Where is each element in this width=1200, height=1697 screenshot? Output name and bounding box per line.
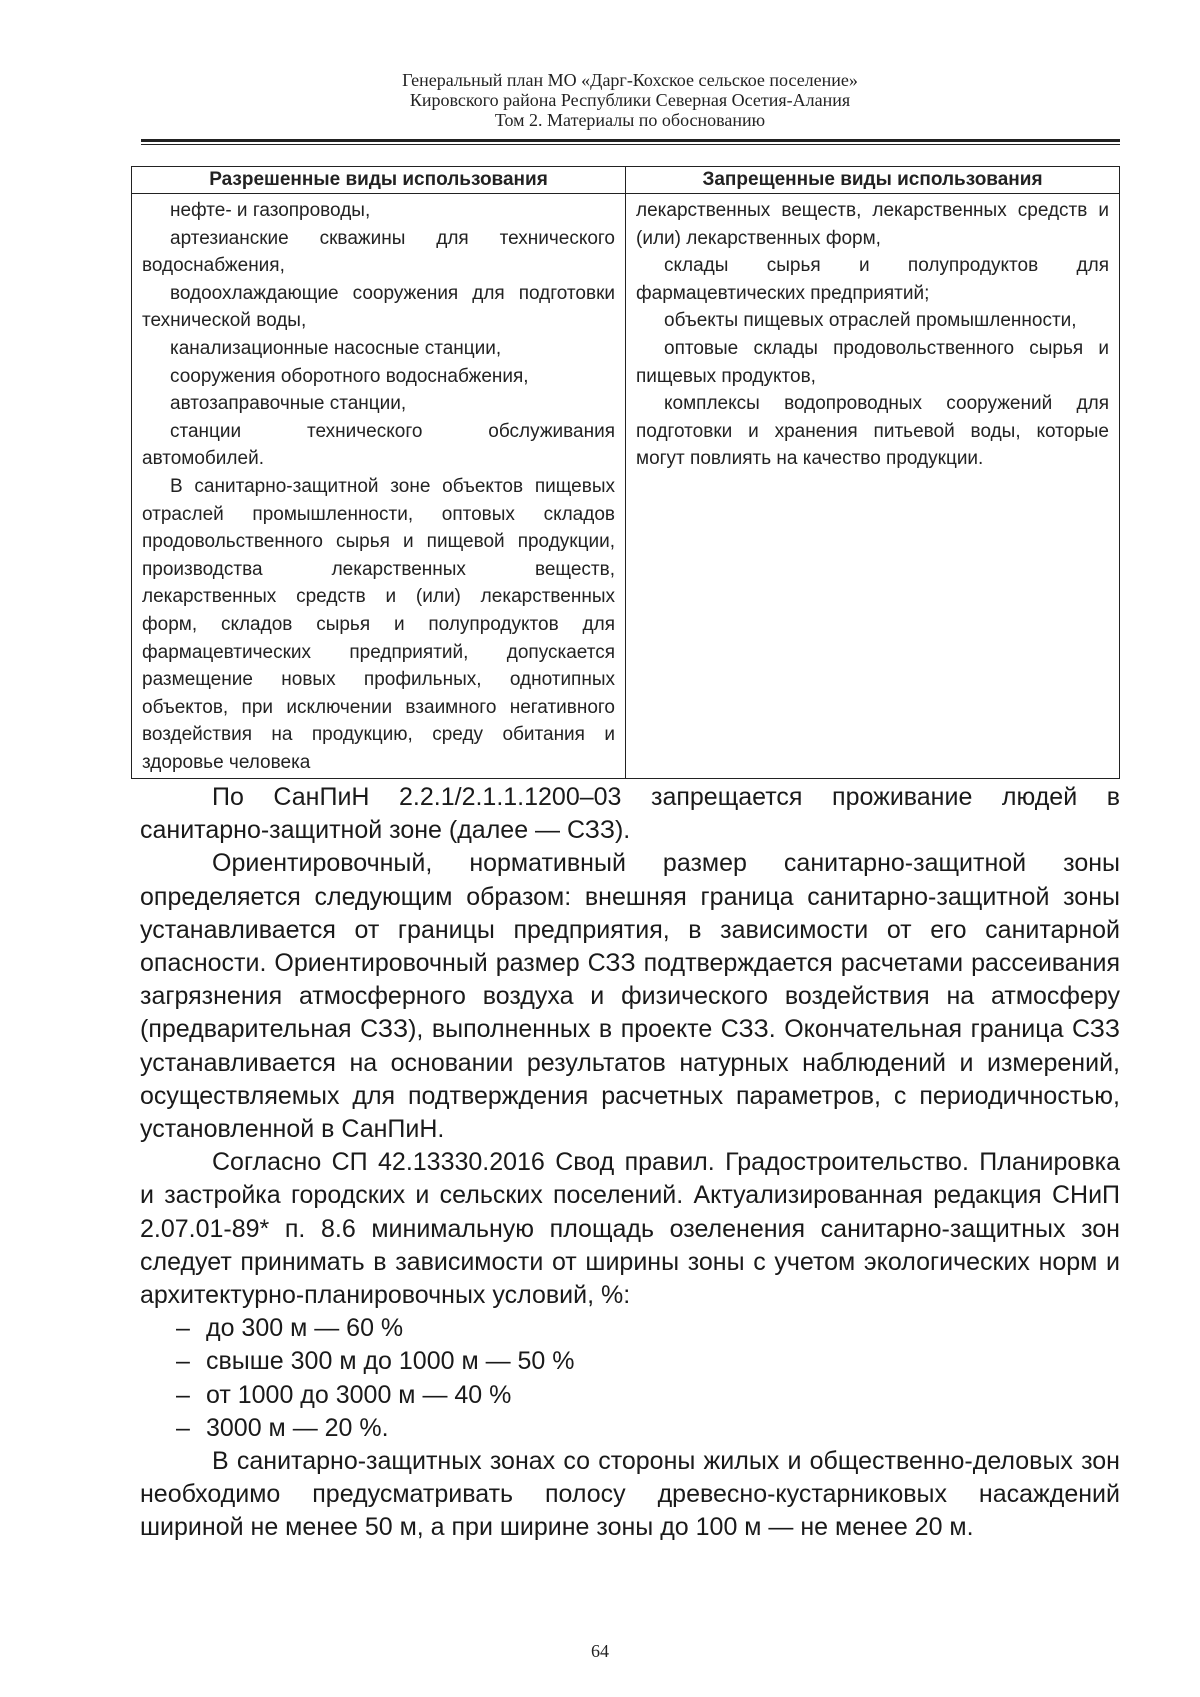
body-text (140, 781, 1120, 1545)
allowed-item: сооружения оборотного водоснабжения, (170, 365, 529, 387)
allowed-item: канализационные насосные станции, (170, 337, 502, 359)
list-item (140, 1379, 1120, 1412)
list-item (140, 1345, 1120, 1378)
allowed-item: автозаправочные станции, (170, 393, 407, 415)
allowed-item: станции технического обслуживания автомобилей. (142, 420, 615, 470)
allowed-item: нефте- и газопроводы, (170, 200, 371, 221)
list-dash: – (176, 1347, 190, 1376)
prohibited-item: лекарственных веществ, лекарственных средств и (или) лекарственных форм, (636, 200, 1109, 249)
allowed-item: артезианские скважины для технического водоснабжения, (142, 227, 615, 277)
list-item-text: до 300 м — 60 % (206, 1314, 404, 1343)
prohibited-item: склады сырья и полупродуктов для фармацевтических предприятий; (636, 255, 1109, 304)
document-header (140, 70, 1120, 130)
header-prohibited-uses: Запрещенные виды использования (626, 167, 1120, 194)
allowed-item: водоохлаждающие сооружения для подготовки технической воды, (142, 282, 615, 332)
greening-list (140, 1312, 1120, 1445)
allowed-uses-cell (132, 194, 626, 779)
paragraph-tree-belt: В санитарно-защитных зонах со стороны жилых и общественно-деловых зон необходимо предусматривать полосу древесно-кустарниковых насаждений шириной не менее 50 м, а при ширине зоны до 100 м — не менее 20 м. (140, 1447, 1120, 1542)
header-line-1: Генеральный план МО «Дарг-Кохское сельское поселение» (402, 70, 858, 90)
header-rule-thick (141, 139, 1120, 142)
list-dash: – (176, 1380, 190, 1409)
header-line-2: Кировского района Республики Северная Осетия-Алания (409, 90, 851, 110)
prohibited-item: объекты пищевых отраслей промышленности, (664, 310, 1077, 332)
allowed-item-note: В санитарно-защитной зоне объектов пищевых отраслей промышленности, оптовых складов продовольственного сырья и пищевой продукции, производства лекарственных веществ, лекарственных средств и (или) лекарственных форм, складов сырья и полупродуктов для фармацевтических предприятий, допускается размещение новых профильных, однотипных объектов, при исключении взаимного негативного воздействия на продукцию, среду обитания и здоровье человека (142, 475, 615, 773)
list-item (140, 1412, 1120, 1445)
header-line-3: Том 2. Материалы по обоснованию (494, 110, 766, 130)
paragraph-szz-size: Ориентировочный, нормативный размер санитарно-защитной зоны определяется следующим образом: внешняя граница санитарно-защитной зоны устанавливается от границы предприятия, в зависимости от его санитарной опасности. Ориентировочный размер СЗЗ подтверждается расчетами рассеивания загрязнения атмосферного воздуха и физического воздействия на атмосферу (предварительная СЗЗ), выполненных в проекте СЗЗ. Окончательная граница СЗЗ устанавливается на основании результатов натурных наблюдений и измерений, осуществляемых для подтверждения расчетных параметров, с периодичностью, установленной в СанПиН. (140, 849, 1120, 1144)
prohibited-item: оптовые склады продовольственного сырья и пищевых продуктов, (636, 337, 1109, 387)
list-item-text: свыше 300 м до 1000 м — 50 % (206, 1347, 575, 1376)
list-item-text: от 1000 до 3000 м — 40 % (206, 1380, 512, 1409)
list-dash: – (176, 1314, 190, 1343)
header-allowed-uses: Разрешенные виды использования (132, 167, 626, 194)
table-header-row (132, 167, 1120, 194)
header-rule-thin (141, 144, 1120, 145)
land-use-table (131, 166, 1120, 779)
page-number: 64 (591, 1641, 609, 1661)
paragraph-sanpin: По СанПиН 2.2.1/2.1.1.1200–03 запрещается проживание людей в санитарно-защитной зоне (далее — СЗЗ). (140, 783, 1120, 845)
prohibited-item: комплексы водопроводных сооружений для подготовки и хранения питьевой воды, которые могут повлиять на качество продукции. (636, 393, 1109, 470)
table-row (132, 194, 1120, 779)
paragraph-sp-greening: Согласно СП 42.13330.2016 Свод правил. Градостроительство. Планировка и застройка городских и сельских поселений. Актуализированная редакция СНиП 2.07.01-89* п. 8.6 минимальную площадь озеленения санитарно-защитных зон следует принимать в зависимости от ширины зоны с учетом экологических норм и архитектурно-планировочных условий, %: (140, 1148, 1120, 1310)
list-dash: – (176, 1413, 190, 1442)
list-item (140, 1312, 1120, 1345)
list-item-text: 3000 м — 20 %. (206, 1413, 389, 1442)
prohibited-uses-cell (626, 194, 1120, 779)
